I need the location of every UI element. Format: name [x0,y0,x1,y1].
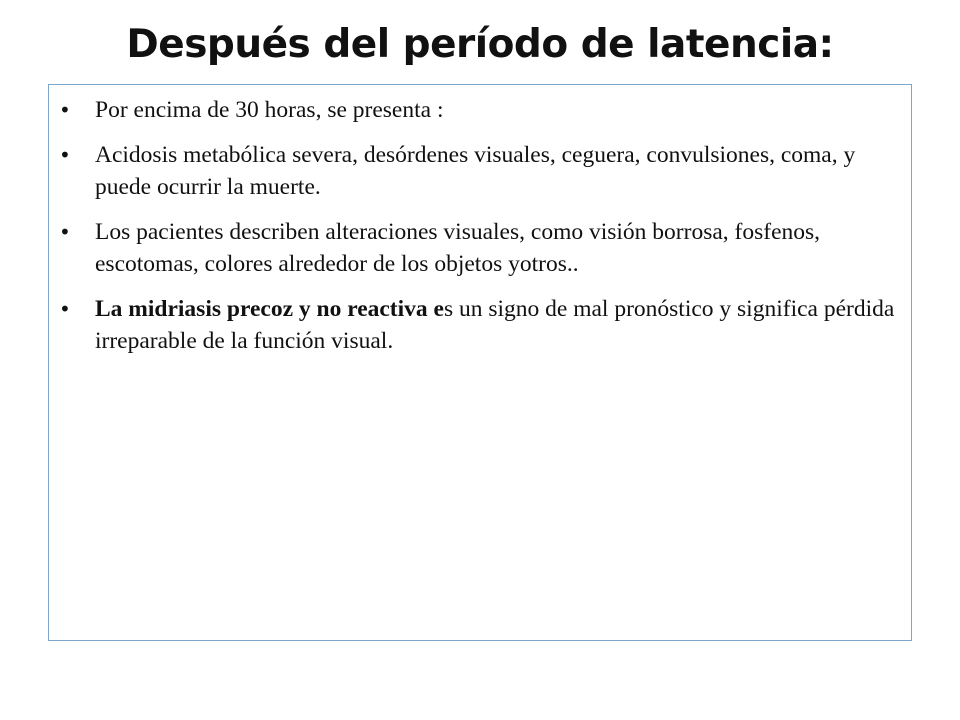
bullet-text: s un signo de mal pronóstico y significa pérdida irreparable de la función visual. [95,296,895,354]
bullet-item [59,293,899,357]
bullet-icon: • [59,98,71,122]
bullet-icon: • [59,297,71,321]
bullet-icon: • [59,143,71,167]
bullet-text: Los pacientes describen alteraciones visuales, como visión borrosa, fosfenos, escotomas, colores alrededor de los objetos yotros.. [95,219,821,277]
bullet-text: Acidosis metabólica severa, desórdenes visuales, ceguera, convulsiones, coma, y puede ocurrir la muerte. [95,142,856,200]
bullet-icon: • [59,220,71,244]
bullet-list [59,94,899,370]
bullet-item [59,94,899,126]
content-box [48,84,912,641]
bullet-bold-text: La midriasis precoz y no reactiva e [95,296,444,322]
bullet-item [59,216,899,280]
slide-title: Después del período de latencia: [126,22,834,67]
bullet-item [59,139,899,203]
bullet-text: Por encima de 30 horas, se presenta : [95,97,444,123]
